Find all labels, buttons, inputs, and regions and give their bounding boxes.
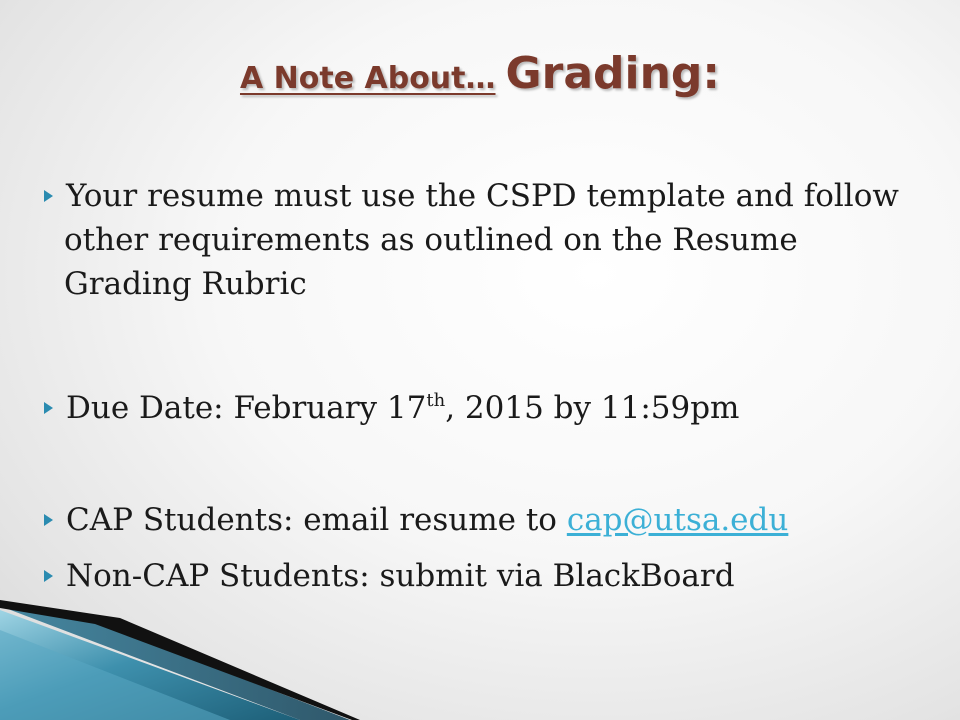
bullet-text: Your resume must use the CSPD template and follow other requirements as outlined on the Resume Grading Rubric [64,178,899,302]
due-date-text-rest: , 2015 by 11:59pm [445,390,740,426]
bullet-text [66,502,788,538]
title-part-2: Grading: [505,48,720,99]
bullet-item-due-date [44,386,924,430]
bullet-text: Non-CAP Students: submit via BlackBoard [66,558,735,594]
bullet-arrow-icon [44,402,53,414]
ordinal-superscript: th [426,390,446,411]
title-part-1: A Note About… [239,61,496,96]
email-link[interactable]: cap@utsa.edu [566,502,789,538]
bullet-arrow-icon [44,514,53,526]
slide-title [0,48,960,99]
bullet-item-cap-students [44,498,924,542]
bullet-arrow-icon [44,190,53,202]
bullet-item-template-requirement [44,174,924,306]
decorative-corner-stripes [0,570,400,720]
due-date-text: Due Date: February 17 [66,390,427,426]
bullet-text [66,390,739,426]
cap-students-text: CAP Students: email resume to [66,502,567,538]
